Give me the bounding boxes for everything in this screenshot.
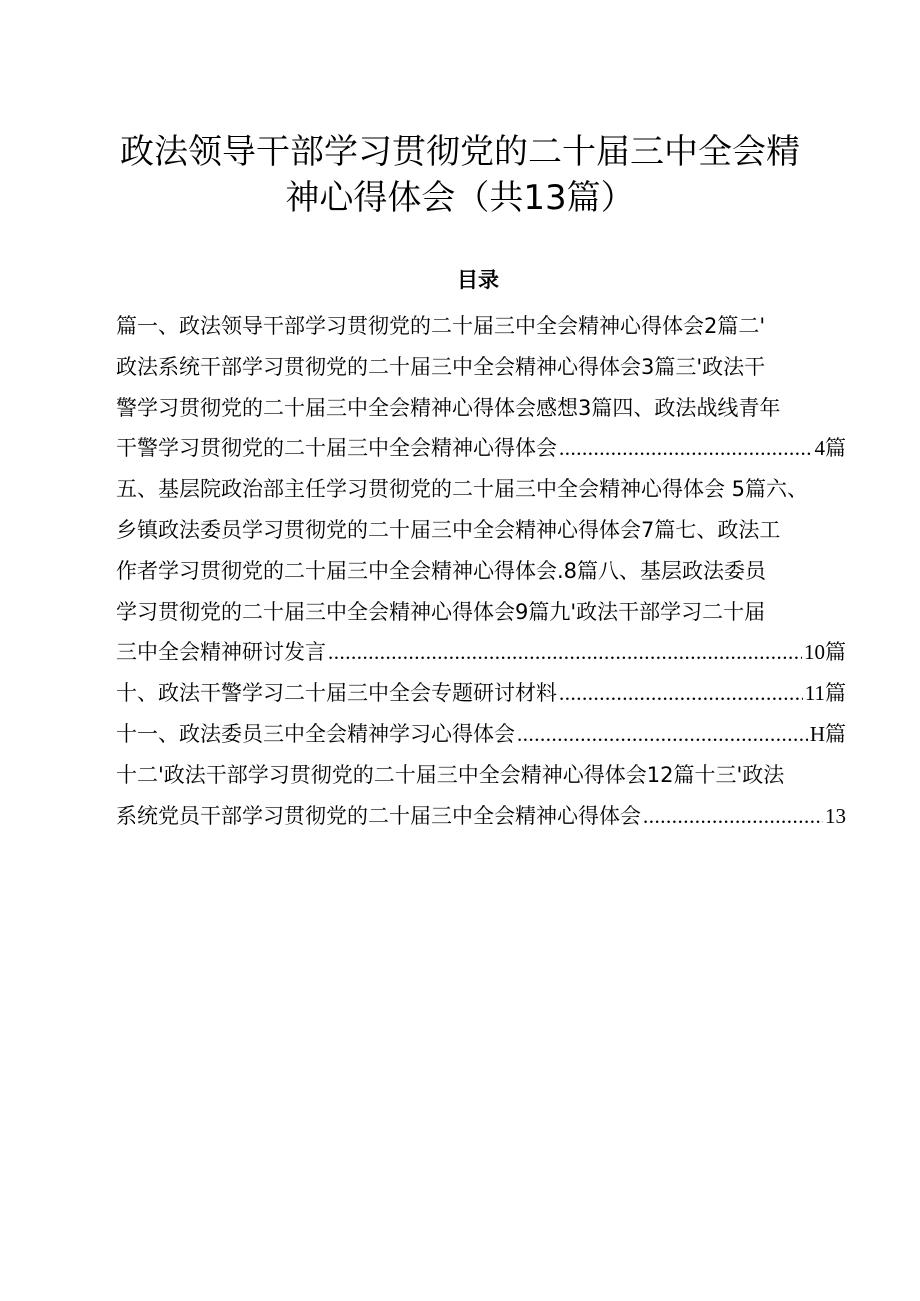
toc-entry-text: 十一、政法委员三中全会精神学习心得体会 (116, 721, 515, 746)
toc-dot-leader (559, 673, 803, 714)
table-of-contents (116, 306, 846, 836)
toc-dot-leader (559, 428, 813, 469)
toc-dot-leader (328, 632, 802, 673)
toc-dot-leader (643, 796, 823, 837)
toc-entry-text: 学习贯彻党的二十届三中全会精神心得体会9篇九'政法干部学习二十届 (116, 599, 766, 624)
toc-entry-text: 篇一、政法领导干部学习贯彻党的二十届三中全会精神心得体会2篇二' (116, 314, 766, 338)
toc-line[interactable] (116, 632, 846, 673)
toc-page-number: H (809, 721, 825, 746)
toc-line[interactable] (116, 551, 846, 592)
toc-entry-tail: 篇 (825, 681, 846, 706)
document-title-line-2: 神心得体会（共13篇） (285, 178, 635, 218)
toc-entry-text: 政法系统干部学习贯彻党的二十届三中全会精神心得体会3篇三'政法干 (116, 354, 766, 379)
toc-entry-tail: 篇 (825, 640, 846, 665)
toc-line[interactable] (116, 755, 846, 796)
toc-entry-tail: 篇 (825, 721, 846, 746)
toc-entry-text: 乡镇政法委员学习贯彻党的二十届三中全会精神心得体会7篇七、政法工 (116, 517, 781, 542)
toc-entry-text: 警学习贯彻党的二十届三中全会精神心得体会感想3篇四、政法战线青年 (116, 395, 781, 420)
toc-entry-text: 三中全会精神研讨发言 (116, 640, 326, 665)
toc-line[interactable] (116, 428, 846, 469)
toc-line[interactable] (116, 388, 846, 429)
toc-line[interactable] (116, 673, 846, 714)
toc-line[interactable] (116, 306, 846, 347)
toc-page-number: 13 (825, 803, 846, 828)
toc-entry-text: 作者学习贯彻党的二十届三中全会精神心得体会.8篇八、基层政法委员 (116, 558, 767, 583)
toc-entry-text: 系统党员干部学习贯彻党的二十届三中全会精神心得体会 (116, 803, 641, 828)
toc-page-number: 11 (804, 681, 825, 706)
toc-line[interactable] (116, 347, 846, 388)
toc-line[interactable] (116, 469, 846, 510)
toc-page-number: 10 (804, 640, 825, 665)
toc-entry-text: 十、政法干警学习二十届三中全会专题研讨材料 (116, 681, 557, 706)
toc-line[interactable] (116, 714, 846, 755)
toc-line[interactable] (116, 510, 846, 551)
toc-entry-text: 五、基层院政治部主任学习贯彻党的二十届三中全会精神心得体会 5篇六、 (116, 477, 809, 502)
toc-heading: 目录 (457, 268, 499, 292)
toc-dot-leader (517, 714, 808, 755)
toc-line[interactable] (116, 796, 846, 837)
toc-entry-text: 十二'政法干部学习贯彻党的二十届三中全会精神心得体会12篇十三'政法 (116, 762, 785, 787)
toc-line[interactable] (116, 592, 846, 633)
toc-page-number: 4 (814, 436, 825, 461)
document-title-line-1: 政法领导干部学习贯彻党的二十届三中全会精 (120, 132, 800, 172)
toc-entry-text: 干警学习贯彻党的二十届三中全会精神心得体会 (116, 436, 557, 461)
toc-entry-tail: 篇 (825, 436, 846, 461)
